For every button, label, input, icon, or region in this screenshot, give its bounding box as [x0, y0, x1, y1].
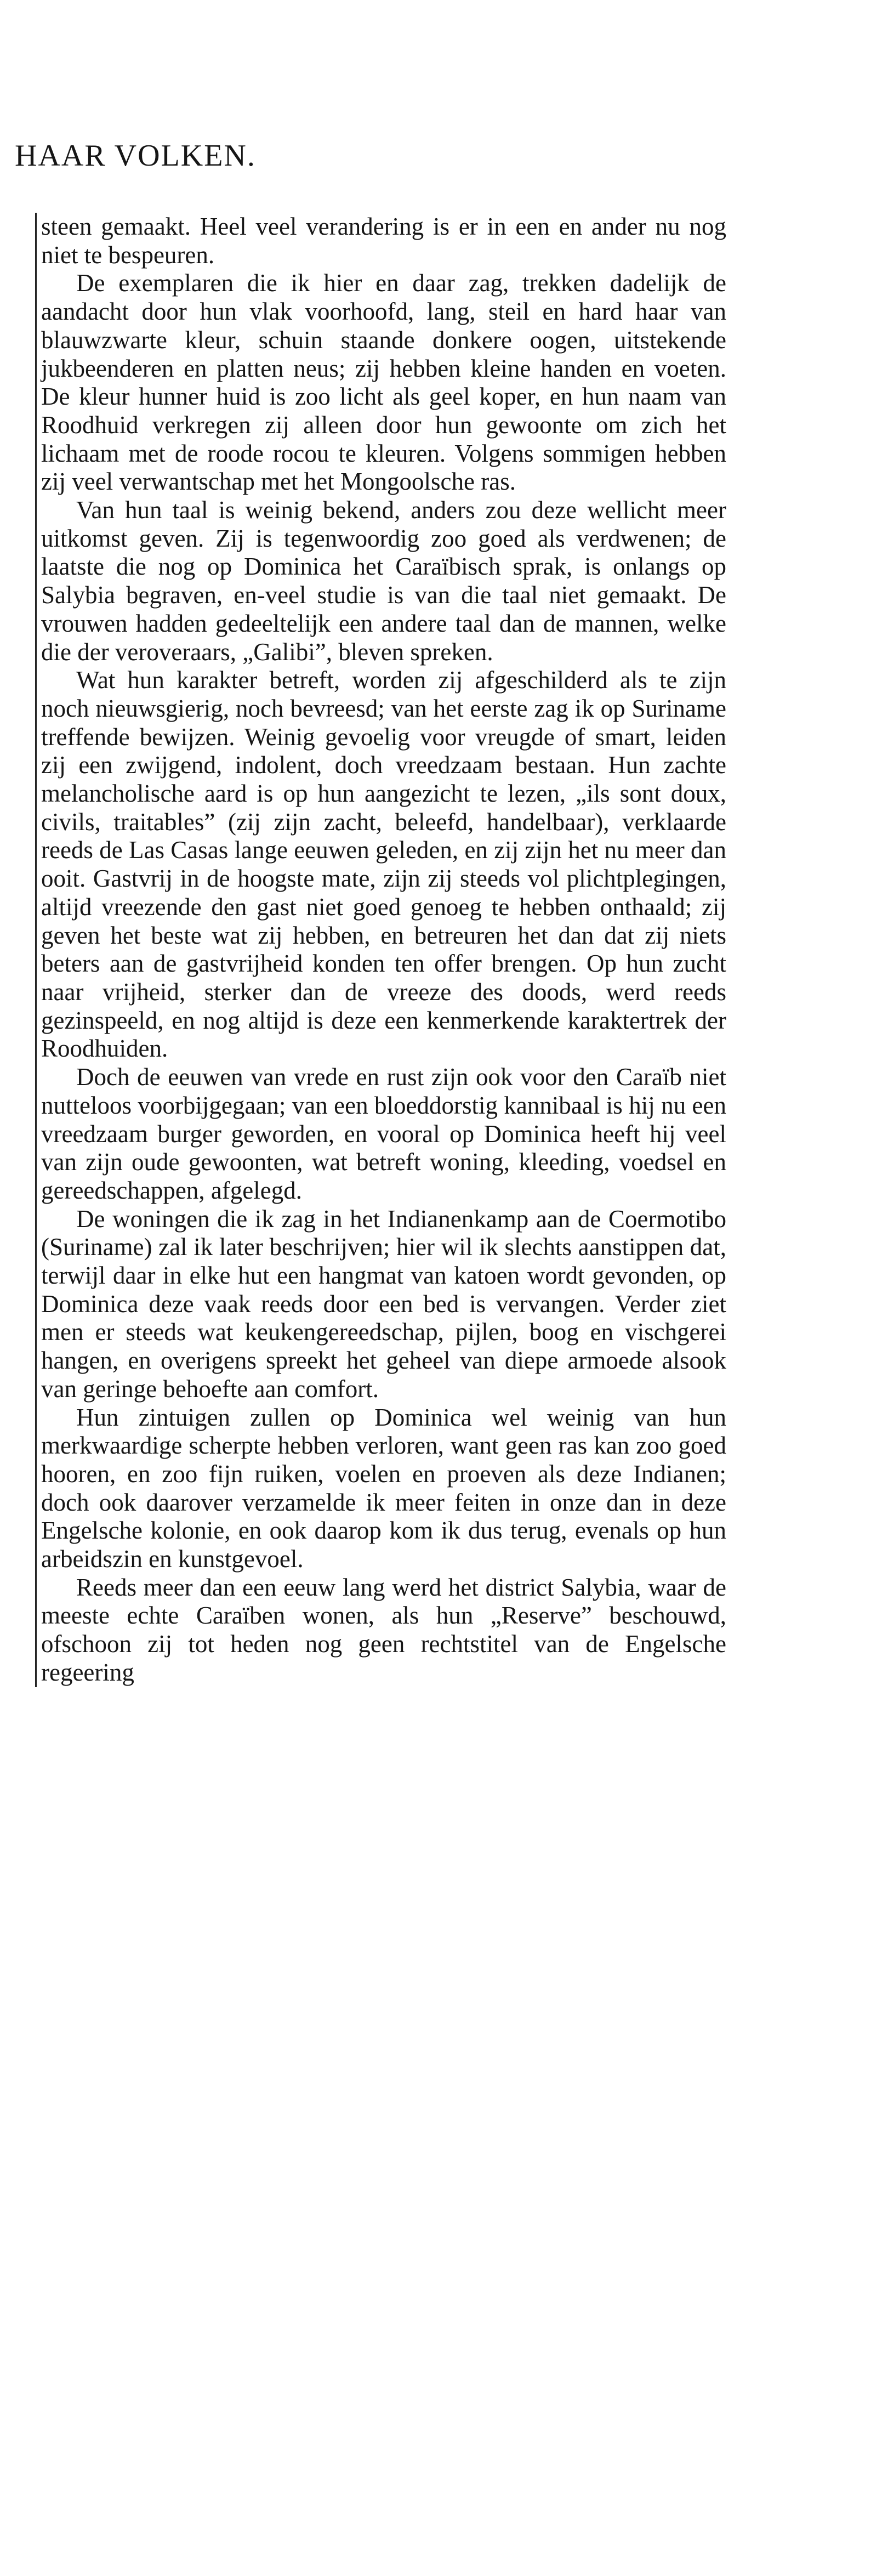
paragraph-continuation: steen gemaakt. Heel veel verandering is er in een en ander nu nog niet te bespeuren.	[41, 213, 726, 269]
paragraph-peace: Doch de eeuwen van vrede en rust zijn ook voor den Caraïb niet nutteloos voorbijgegaan; van een bloeddorstig kannibaal is hij nu een vreedzaam burger geworden, en vooral op Dominica heeft hij veel van zijn oude gewoonten, wat betreft woning, kleeding, voedsel en gereedschappen, afgelegd.	[41, 1063, 726, 1204]
paragraph-senses: Hun zintuigen zullen op Dominica wel weinig van hun merkwaardige scherpte hebben verloren, want geen ras kan zoo goed hooren, en zoo fijn ruiken, voelen en proeven als deze Indianen; doch ook daarover verzamelde ik meer feiten in onze dan in deze Engelsche kolonie, en ook daarop kom ik dus terug, evenals op hun arbeidszin en kunstgevoel.	[41, 1403, 726, 1573]
paragraph-language: Van hun taal is weinig bekend, anders zou deze wellicht meer uitkomst geven. Zij is tegenwoordig zoo goed als verdwenen; de laatste die nog op Dominica het Caraïbisch sprak, is onlangs op Salybia begraven, en-veel studie is van die taal niet gemaakt. De vrouwen hadden gedeeltelijk een andere taal dan de mannen, welke die der veroveraars, „Galibi”, bleven spreken.	[41, 496, 726, 666]
paragraph-character: Wat hun karakter betreft, worden zij afgeschilderd als te zijn noch nieuwsgierig, noch bevreesd; van het eerste zag ik op Suriname treffende bewijzen. Weinig gevoelig voor vreugde of smart, leiden zij een zwijgend, indolent, doch vreedzaam bestaan. Hun zachte melancholische aard is op hun aangezicht te lezen, „ils sont doux, civils, traitables” (zij zijn zacht, beleefd, handelbaar), verklaarde reeds de Las Casas lange eeuwen geleden, en zij zijn het nu meer dan ooit. Gastvrij in de hoogste mate, zijn zij steeds vol plichtplegingen, altijd vreezende den gast niet goed genoeg te hebben onthaald; zij geven het beste wat zij hebben, en betreuren het dan dat zij niets beters aan de gastvrijheid konden ten offer brengen. Op hun zucht naar vrijheid, sterker dan de vreeze des doods, werd reeds gezinspeeld, en nog altijd is deze een kenmerkende karaktertrek der Roodhuiden.	[41, 666, 726, 1063]
paragraph-appearance: De exemplaren die ik hier en daar zag, trekken dadelijk de aandacht door hun vlak voorhoofd, lang, steil en hard haar van blauwzwarte kleur, schuin staande donkere oogen, uitstekende jukbeenderen en platten neus; zij hebben kleine handen en voeten. De kleur hunner huid is zoo licht als geel koper, en hun naam van Roodhuid verkregen zij alleen door hun gewoonte om zich het lichaam met de roode rocou te kleuren. Volgens sommigen hebben zij veel verwantschap met het Mongoolsche ras.	[41, 269, 726, 496]
paragraph-reserve: Reeds meer dan een eeuw lang werd het district Salybia, waar de meeste echte Caraïben wonen, als hun „Reserve” beschouwd, ofschoon zij tot heden nog geen rechtstitel van de Engelsche regeering	[41, 1573, 726, 1686]
running-head: HAAR VOLKEN.	[15, 139, 256, 173]
text-column	[35, 213, 726, 1687]
paragraph-dwellings: De woningen die ik zag in het Indianenkamp aan de Coermotibo (Suriname) zal ik later beschrijven; hier wil ik slechts aanstippen dat, terwijl daar in elke hut een hangmat van katoen wordt gevonden, op Dominica deze vaak reeds door een bed is vervangen. Verder ziet men er steeds wat keukengereedschap, pijlen, boog en vischgerei hangen, en overigens spreekt het geheel van diepe armoede alsook van geringe behoefte aan comfort.	[41, 1205, 726, 1403]
